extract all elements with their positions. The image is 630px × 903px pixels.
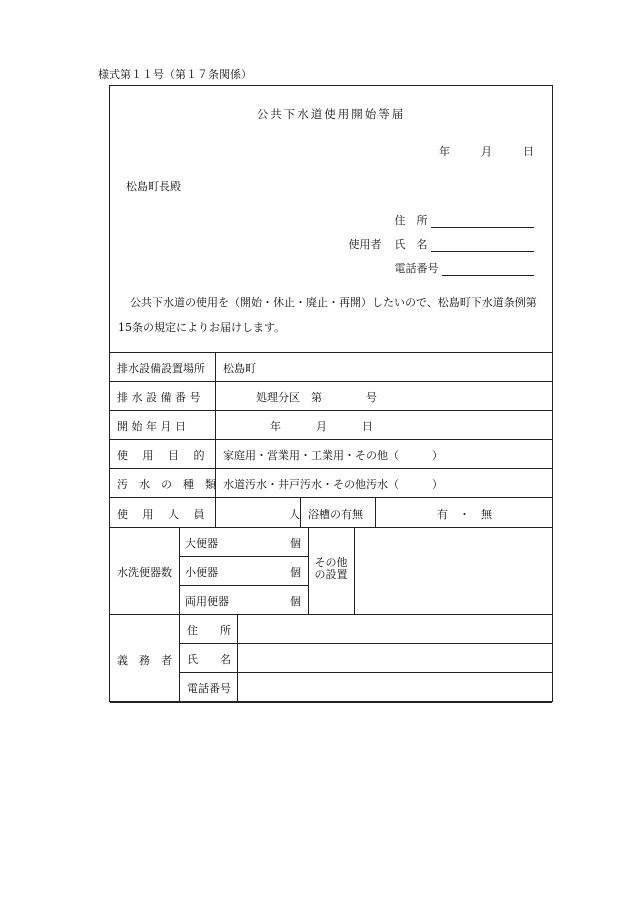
sewage-type-value[interactable]: 水道汚水・井戸汚水・その他汚水（ ）: [223, 478, 443, 491]
date-day: 日: [523, 145, 534, 158]
toilets-label: 水洗便器数: [117, 566, 172, 579]
applicant-address-row: [395, 212, 535, 228]
start-date-year[interactable]: 年: [270, 420, 281, 433]
body-text: 公共下水道の使用を（開始・休止・廃止・再開）したいので、松島町下水道条例第15条の規定によりお届けします。: [118, 296, 537, 334]
obligor-row-label: 氏 名: [187, 653, 231, 666]
toilet-type-name: 小便器: [185, 566, 218, 579]
location-value[interactable]: 松島町: [223, 362, 256, 375]
purpose-label: 使 用 目 的: [117, 449, 205, 462]
date-year: 年: [439, 145, 450, 158]
purpose-value[interactable]: 家庭用・営業用・工業用・その他（ ）: [223, 449, 443, 462]
form-number: 様式第１１号（第１７条関係）: [98, 68, 252, 81]
applicant-label: 使用者: [348, 238, 382, 251]
toilet-type-unit: 個: [290, 595, 301, 608]
applicant-phone-label: 電話番号: [394, 262, 439, 275]
start-date-label: 開 始 年 月 日: [117, 420, 186, 433]
other-installation-label: その他の設置: [314, 556, 348, 581]
toilet-type-name: 大便器: [185, 537, 218, 550]
toilet-type-name: 両用便器: [185, 595, 229, 608]
applicant-name-label: 氏 名: [394, 238, 428, 251]
applicant-address-label: 住 所: [394, 214, 428, 227]
applicant-phone-field[interactable]: [442, 263, 534, 276]
toilet-type-unit: 個: [290, 566, 301, 579]
sewage-type-label: 汚 水 の 種 類: [117, 478, 216, 491]
form-frame: [109, 85, 553, 702]
obligor-row-label: 電話番号: [187, 682, 231, 695]
other-installation-field[interactable]: [358, 535, 548, 605]
bath-label: 浴槽の有無: [308, 508, 363, 521]
toilet-type-unit: 個: [290, 537, 301, 550]
equipment-no-value[interactable]: 処理分区 第 号: [256, 391, 377, 404]
start-date-month[interactable]: 月: [316, 420, 327, 433]
applicant-name-row: [349, 236, 535, 252]
location-label: 排水設備設置場所: [117, 362, 205, 375]
obligor-name-field[interactable]: [242, 647, 548, 673]
submission-date: [439, 143, 534, 159]
date-month: 月: [481, 145, 492, 158]
form-title: 公共下水道使用開始等届: [256, 107, 406, 121]
applicant-phone-row: [395, 260, 535, 276]
equipment-no-label: 排 水 設 備 番 号: [117, 391, 201, 404]
users-unit: 人: [289, 508, 300, 521]
obligor-phone-field[interactable]: [242, 676, 548, 702]
obligor-row-label: 住 所: [187, 624, 231, 637]
users-label: 使 用 人 員: [117, 508, 205, 521]
start-date-day[interactable]: 日: [362, 420, 373, 433]
bath-value[interactable]: 有 ・ 無: [437, 508, 492, 521]
applicant-address-field[interactable]: [431, 215, 534, 228]
addressee: 松島町長殿: [126, 180, 181, 193]
applicant-name-field[interactable]: [431, 239, 534, 252]
obligor-label: 義 務 者: [117, 654, 172, 667]
obligor-address-field[interactable]: [242, 618, 548, 644]
